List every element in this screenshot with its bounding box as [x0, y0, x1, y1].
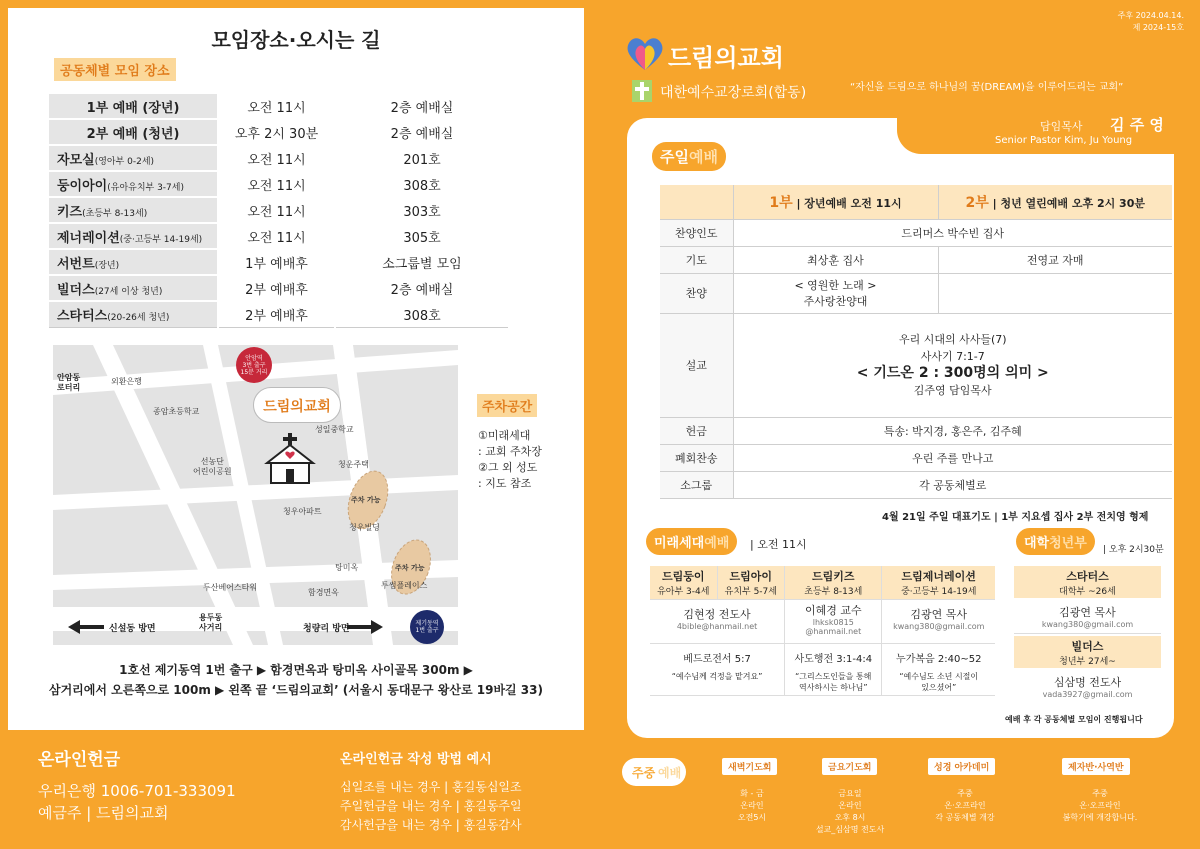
dept-age: 초등부 8-13세 — [804, 587, 863, 597]
map-east-label: 청량리 방면 — [303, 624, 350, 634]
venue-row — [48, 249, 509, 275]
venue-name-sub: (영아부 0-2세) — [94, 156, 155, 167]
venue-row — [48, 275, 509, 301]
venue-name — [48, 171, 218, 197]
future-header-row — [650, 566, 995, 600]
map-label: 선농단 어린이공원 — [193, 457, 232, 476]
row-value — [938, 273, 1172, 313]
dept-cell — [882, 566, 995, 600]
staff-email: lhksk0815 @hanmail.net — [805, 618, 862, 636]
college-tag-b: 청년부 — [1049, 536, 1087, 551]
sermon-cell — [733, 313, 1172, 417]
college-group-name: 빌더스 — [1071, 640, 1104, 653]
online-howto — [340, 778, 522, 835]
page-title: 모임장소·오시는 길 — [211, 28, 381, 52]
venue-row — [48, 93, 509, 119]
sunday-tag-b: 예배 — [688, 148, 718, 166]
venue-time: 오전 11시 — [218, 197, 335, 223]
venue-name-main: 빌더스 — [57, 282, 95, 298]
issue-info — [1118, 10, 1184, 34]
weekday-tag-academy: 성경 아카데미 — [928, 758, 995, 775]
venue-row — [48, 301, 509, 327]
college-note: 예배 후 각 공동체별 모임이 진행됩니다 — [1005, 715, 1143, 724]
row-label: 찬양인도 — [660, 219, 733, 246]
staff-name: 김현정 전도사 — [683, 608, 751, 621]
pastor-role: 담임목사 — [1040, 120, 1083, 133]
venue-place: 308호 — [335, 301, 509, 327]
row-value: 최상훈 집사 — [733, 246, 938, 273]
church-map-label: 드림의교회 — [263, 399, 331, 415]
staff-email: 4bible@hanmail.net — [676, 622, 758, 631]
verse-text: “그리스도인들을 통해 역사하시는 하나님” — [795, 672, 872, 692]
service-2-desc: | 청년 열린예배 오후 2시 30분 — [992, 196, 1145, 210]
staff-name: 이혜경 교수 — [804, 604, 862, 617]
venue-row — [48, 197, 509, 223]
venue-place: 201호 — [335, 145, 509, 171]
venue-time: 1부 예배후 — [218, 249, 335, 275]
row-label: 설교 — [660, 313, 733, 417]
venue-name — [48, 249, 218, 275]
row-value: 드리머스 박수빈 집사 — [733, 219, 1172, 246]
venue-time: 오전 11시 — [218, 171, 335, 197]
pastor-name-en: Senior Pastor Kim, Ju Young — [995, 135, 1133, 146]
weekday-tag-disciple: 제자반·사역반 — [1062, 758, 1130, 775]
verse-text: “예수님께 걱정을 맡겨요” — [671, 672, 763, 681]
row-label: 폐회찬송 — [660, 444, 733, 471]
row-label: 기도 — [660, 246, 733, 273]
service-1-desc: | 장년예배 오전 11시 — [796, 196, 902, 210]
pastor-name: 김 주 영 — [1110, 116, 1164, 134]
venue-place: 소그룹별 모임 — [335, 249, 509, 275]
weekday-tag-b: 예배 — [658, 766, 682, 780]
sermon-preacher: 김주영 담임목사 — [913, 384, 992, 397]
venue-name-main: 둥이아이 — [57, 178, 108, 194]
church-building-icon — [263, 433, 317, 489]
table-row — [660, 273, 1172, 313]
venue-panel — [8, 8, 584, 730]
map-parking-label-1: 주차 가능 — [351, 496, 381, 504]
dept-name: 드림제너레이션 — [901, 570, 976, 583]
weekday-worship-tag — [622, 758, 686, 786]
future-worship-tag — [646, 528, 737, 555]
venue-time: 오전 11시 — [218, 93, 335, 119]
row-value: 전영교 자매 — [938, 246, 1172, 273]
college-staff-name: 심삼명 전도사 — [1053, 676, 1122, 689]
dept-name: 드림키즈 — [812, 570, 855, 583]
future-time: | 오전 11시 — [750, 538, 807, 551]
dept-age: 유치부 5-7세 — [724, 587, 777, 597]
church-motto: “자신을 드림으로 하나님의 꿈(DREAM)을 이루어드리는 교회” — [850, 82, 1124, 93]
venue-name — [48, 223, 218, 249]
dept-cell — [650, 566, 717, 600]
venue-name-main: 제너레이션 — [57, 230, 120, 246]
future-generation-table — [650, 566, 995, 696]
header-blank — [660, 185, 733, 219]
venue-place: 305호 — [335, 223, 509, 249]
church-name: 드림의교회 — [668, 44, 784, 72]
venue-row — [48, 145, 509, 171]
map-label: 종암초등학교 — [153, 407, 200, 416]
venue-name-sub: (20-26세 청년) — [107, 312, 170, 323]
map-label: 두산베어스타워 — [203, 583, 258, 592]
venue-name-main: 키즈 — [57, 204, 83, 220]
dept-age: 유아부 3-4세 — [657, 587, 710, 597]
venue-name — [48, 119, 218, 145]
venue-name — [48, 93, 218, 119]
map-label: 청운주택 — [338, 460, 369, 469]
staff-email: kwang380@gmail.com — [893, 622, 985, 631]
map-parking-label-2: 주차 가능 — [395, 564, 425, 572]
online-howto-title: 온라인헌금 작성 방법 예시 — [340, 752, 492, 767]
college-group — [1014, 636, 1161, 668]
college-staff-name: 김광연 목사 — [1059, 606, 1116, 619]
college-time: | 오후 2시30분 — [1103, 545, 1164, 555]
howto-line: 주일헌금을 내는 경우 | 홍길동주일 — [340, 799, 522, 813]
sermon-reference: 사사기 7:1-7 — [920, 350, 985, 363]
college-staff — [1014, 598, 1161, 634]
parking-info — [478, 428, 542, 492]
venue-name — [48, 275, 218, 301]
map-label: 청우아파트 — [283, 507, 322, 516]
college-staff-email: kwang380@gmail.com — [1041, 620, 1134, 629]
dept-name: 드림아이 — [729, 570, 773, 583]
weekday-tag-a: 주중 — [632, 766, 656, 780]
venue-name-sub: (장년) — [94, 260, 120, 271]
directions-map — [53, 345, 458, 645]
venue-place: 308호 — [335, 171, 509, 197]
college-tag-a: 대학 — [1024, 536, 1050, 551]
venue-time: 오후 2시 30분 — [218, 119, 335, 145]
verse-ref: 누가복음 2:40~52 — [896, 654, 982, 665]
row-value: 우린 주를 만나고 — [733, 444, 1172, 471]
directions-line-2: 삼거리에서 오른쪽으로 100m ▶ 왼쪽 끝 ‘드림의교회’ (서울시 동대문구 왕산로 19바길 33) — [49, 683, 543, 697]
verse-ref: 베드로전서 5:7 — [683, 654, 751, 665]
service-header-row — [660, 185, 1172, 219]
map-west-label: 신설동 방면 — [109, 624, 156, 634]
venue-place: 2층 예배실 — [335, 275, 509, 301]
venue-name — [48, 145, 218, 171]
map-label: 투썸플레이스 — [381, 581, 428, 590]
weekday-tag-friday: 금요기도회 — [822, 758, 877, 775]
venue-name — [48, 301, 218, 327]
venue-tag: 공동체별 모임 장소 — [54, 58, 176, 81]
dept-name: 드림둥이 — [661, 570, 705, 583]
weekday-tag-dawn: 새벽기도회 — [722, 758, 777, 775]
directions-line-1: 1호선 제기동역 1번 출구 ▶ 함경면옥과 탕미옥 사이골목 300m ▶ — [119, 663, 473, 677]
college-staff — [1014, 668, 1161, 704]
parking-line: : 교회 주차장 — [478, 445, 542, 458]
college-group — [1014, 566, 1161, 598]
parking-line: ①미래세대 — [478, 429, 531, 442]
parking-title: 주차공간 — [477, 394, 537, 417]
table-row — [660, 417, 1172, 444]
venue-name-main: 2부 예배 (청년) — [86, 126, 180, 142]
service-2-num: 2부 — [965, 194, 989, 211]
map-label: 청우빌딩 — [349, 523, 380, 532]
venue-row — [48, 119, 509, 145]
map-label: 용두동 사거리 — [199, 613, 223, 632]
venue-place: 2층 예배실 — [335, 93, 509, 119]
venue-place: 303호 — [335, 197, 509, 223]
staff-row — [650, 600, 995, 644]
venue-name-main: 자모실 — [57, 152, 95, 168]
staff-cell — [785, 600, 882, 644]
table-row — [660, 313, 1172, 417]
row-value: 각 공동체별로 — [733, 471, 1172, 498]
online-offering-account — [38, 780, 236, 824]
service-1-header — [733, 185, 938, 219]
venue-row — [48, 171, 509, 197]
bank-account: 우리은행 1006-701-333091 — [38, 782, 236, 800]
service-1-num: 1부 — [769, 194, 793, 211]
map-label: 탕미옥 — [335, 563, 359, 572]
weekday-text-friday: 금요일 온라인 오후 8시 설교_심삼명 전도사 — [815, 789, 885, 834]
howto-line: 십일조를 내는 경우 | 홍길동십일조 — [340, 780, 522, 794]
venue-name-main: 스타터스 — [57, 308, 108, 324]
parking-line: : 지도 참조 — [478, 477, 532, 490]
dept-cell — [785, 566, 882, 600]
venue-time: 오전 11시 — [218, 145, 335, 171]
table-row — [660, 246, 1172, 273]
sermon-series: 우리 시대의 사사들(7) — [898, 333, 1007, 346]
table-row — [660, 219, 1172, 246]
future-tag-a: 미래세대 — [654, 536, 705, 551]
worship-order-table — [660, 185, 1172, 499]
future-tag-b: 예배 — [704, 536, 730, 551]
verse-cell — [882, 644, 995, 696]
sermon-title: < 기드온 2 : 300명의 의미 > — [856, 365, 1049, 381]
sunday-worship-tag — [652, 142, 726, 171]
venue-time: 오전 11시 — [218, 223, 335, 249]
college-box — [1014, 566, 1161, 704]
verse-row — [650, 644, 995, 696]
online-offering-title: 온라인헌금 — [38, 750, 121, 770]
sunday-tag-a: 주일 — [660, 148, 689, 166]
college-staff-email: vada3927@gmail.com — [1042, 690, 1133, 699]
college-worship-tag — [1016, 528, 1095, 555]
venue-name-main: 서번트 — [57, 256, 95, 272]
verse-ref: 사도행전 3:1-4:4 — [794, 654, 873, 665]
map-label: 외환은행 — [111, 377, 142, 386]
issue-date: 주후 2024.04.14. — [1117, 11, 1184, 20]
cross-icon — [632, 80, 652, 102]
dept-age: 중·고등부 14-19세 — [901, 587, 977, 597]
venue-time: 2부 예배후 — [218, 301, 335, 327]
weekday-text-academy: 주중 온·오프라인 각 공동체별 개강 — [935, 789, 995, 822]
directions-text — [8, 660, 584, 700]
row-value: < 영원한 노래 > 주사랑찬양대 — [733, 273, 938, 313]
dept-cell — [717, 566, 785, 600]
weekday-text-disciple: 주중 온·오프라인 봄학기에 개강합니다. — [1062, 789, 1138, 822]
church-callout — [253, 387, 341, 423]
college-group-name: 스타터스 — [1066, 570, 1109, 583]
staff-cell — [650, 600, 785, 644]
issue-number: 제 2024-15호 — [1132, 23, 1184, 32]
map-station-top-badge: 안암역 3번 출구 15분 거리 — [236, 347, 272, 383]
account-holder: 예금주 | 드림의교회 — [38, 804, 169, 822]
service-2-header — [938, 185, 1172, 219]
verse-cell — [650, 644, 785, 696]
college-group-age: 청년부 27세~ — [1059, 657, 1116, 667]
venue-place: 2층 예배실 — [335, 119, 509, 145]
venue-row — [48, 223, 509, 249]
map-label: 성일중학교 — [315, 425, 354, 434]
staff-name: 김광연 목사 — [910, 608, 968, 621]
venue-name-sub: (초등부 8-13세) — [82, 208, 148, 219]
venue-name-sub: (유아유치부 3-7세) — [107, 182, 184, 193]
map-label: 안암동 로터리 — [57, 373, 81, 392]
row-label: 찬양 — [660, 273, 733, 313]
venue-name-sub: (중·고등부 14-19세) — [119, 234, 203, 245]
row-label: 소그룹 — [660, 471, 733, 498]
venue-name-sub: (27세 이상 청년) — [94, 286, 163, 297]
staff-cell — [882, 600, 995, 644]
verse-cell — [785, 644, 882, 696]
venue-table — [47, 92, 510, 328]
weekday-text-dawn: 화 - 금 온라인 오전5시 — [737, 789, 767, 822]
denomination: 대한예수교장로회(합동) — [660, 85, 807, 101]
howto-line: 감사헌금을 내는 경우 | 홍길동감사 — [340, 818, 522, 832]
venue-name-main: 1부 예배 (장년) — [86, 100, 180, 116]
row-label: 헌금 — [660, 417, 733, 444]
table-row — [660, 444, 1172, 471]
heart-logo-icon — [625, 36, 665, 76]
venue-name — [48, 197, 218, 223]
right-page — [600, 0, 1200, 849]
map-station-bottom-badge: 제기동역 1번 출구 — [410, 610, 444, 644]
map-label: 함경면옥 — [308, 588, 339, 597]
college-group-age: 대학부 ~26세 — [1059, 587, 1116, 597]
parking-line: ②그 외 성도 — [478, 461, 538, 474]
verse-text: “예수님도 소년 시절이 있으셨어” — [899, 672, 979, 692]
row-value: 특송: 박지경, 홍은주, 김주혜 — [733, 417, 1172, 444]
table-row — [660, 471, 1172, 498]
prayer-notice: 4월 21일 주일 대표기도 | 1부 지요셉 집사 2부 전치영 형제 — [882, 512, 1149, 523]
venue-time: 2부 예배후 — [218, 275, 335, 301]
